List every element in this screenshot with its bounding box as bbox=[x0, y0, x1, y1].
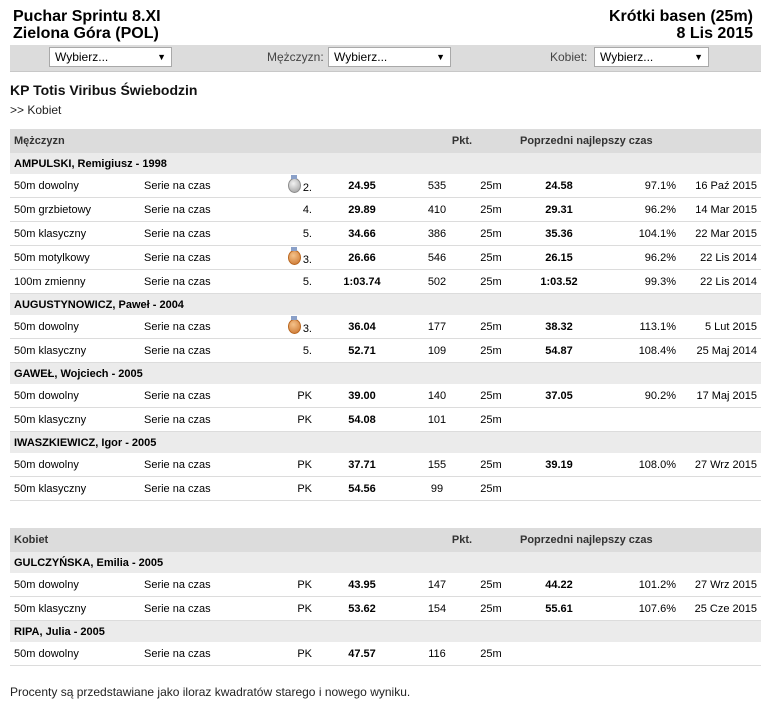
points: 155 bbox=[408, 453, 466, 477]
result-row bbox=[10, 477, 761, 501]
meet-name: Puchar Sprintu 8.XI bbox=[13, 8, 161, 25]
table-header-row bbox=[10, 129, 761, 153]
club-name: KP Totis Viribus Świebodzin bbox=[10, 82, 198, 98]
points: 177 bbox=[408, 315, 466, 339]
place: PK bbox=[297, 578, 312, 591]
round-name: Serie na czas bbox=[140, 573, 256, 597]
points: 109 bbox=[408, 339, 466, 363]
place-cell bbox=[256, 222, 316, 246]
round-name: Serie na czas bbox=[140, 453, 256, 477]
place: PK bbox=[297, 458, 312, 471]
pool-length: 25m bbox=[466, 477, 516, 501]
men-select[interactable] bbox=[328, 47, 451, 67]
previous-date: 27 Wrz 2015 bbox=[680, 573, 761, 597]
percentage: 113.1% bbox=[602, 315, 680, 339]
previous-date: 17 Maj 2015 bbox=[680, 384, 761, 408]
event-name: 50m dowolny bbox=[10, 315, 140, 339]
course-type: Krótki basen (25m) bbox=[608, 8, 753, 25]
bronze-medal-icon bbox=[288, 250, 301, 265]
event-name: 50m motylkowy bbox=[10, 246, 140, 270]
event-name: 50m dowolny bbox=[10, 384, 140, 408]
previous-time bbox=[516, 408, 602, 432]
swimmer-row[interactable] bbox=[10, 621, 761, 643]
footnote: Procenty są przedstawiane jako iloraz kwadratów starego i nowego wyniku. bbox=[10, 685, 411, 699]
swimmer-row[interactable] bbox=[10, 432, 761, 454]
percentage: 108.0% bbox=[602, 453, 680, 477]
points: 535 bbox=[408, 174, 466, 198]
result-row bbox=[10, 270, 761, 294]
result-row bbox=[10, 198, 761, 222]
column-header-points: Pkt. bbox=[408, 528, 516, 552]
place-cell bbox=[256, 573, 316, 597]
previous-time: 54.87 bbox=[516, 339, 602, 363]
percentage bbox=[602, 408, 680, 432]
men-results-table bbox=[10, 129, 761, 501]
points: 101 bbox=[408, 408, 466, 432]
previous-time: 44.22 bbox=[516, 573, 602, 597]
place: 3. bbox=[302, 253, 312, 266]
previous-time: 37.05 bbox=[516, 384, 602, 408]
pool-length: 25m bbox=[466, 198, 516, 222]
women-select-value: Wybierz... bbox=[600, 50, 654, 64]
swimmer-name: AUGUSTYNOWICZ, Paweł - 2004 bbox=[10, 294, 761, 316]
round-name: Serie na czas bbox=[140, 174, 256, 198]
round-name: Serie na czas bbox=[140, 315, 256, 339]
place-cell bbox=[256, 339, 316, 363]
event-name: 50m dowolny bbox=[10, 642, 140, 666]
result-time: 52.71 bbox=[316, 339, 408, 363]
men-select-value: Wybierz... bbox=[334, 50, 388, 64]
previous-date: 22 Lis 2014 bbox=[680, 270, 761, 294]
previous-date: 22 Lis 2014 bbox=[680, 246, 761, 270]
result-time: 29.89 bbox=[316, 198, 408, 222]
place-cell bbox=[256, 315, 316, 339]
swimmer-row[interactable] bbox=[10, 552, 761, 573]
meet-header bbox=[10, 8, 753, 42]
pool-length: 25m bbox=[466, 222, 516, 246]
percentage: 97.1% bbox=[602, 174, 680, 198]
pool-length: 25m bbox=[466, 573, 516, 597]
percentage bbox=[602, 642, 680, 666]
percentage: 96.2% bbox=[602, 246, 680, 270]
result-row bbox=[10, 384, 761, 408]
chevron-down-icon: ▼ bbox=[694, 52, 703, 62]
event-name: 50m dowolny bbox=[10, 453, 140, 477]
percentage: 99.3% bbox=[602, 270, 680, 294]
result-time: 24.95 bbox=[316, 174, 408, 198]
points: 410 bbox=[408, 198, 466, 222]
result-row bbox=[10, 246, 761, 270]
pool-length: 25m bbox=[466, 315, 516, 339]
meet-date: 8 Lis 2015 bbox=[676, 25, 753, 42]
swimmer-row[interactable] bbox=[10, 294, 761, 316]
pool-length: 25m bbox=[466, 408, 516, 432]
result-time: 26.66 bbox=[316, 246, 408, 270]
result-time: 36.04 bbox=[316, 315, 408, 339]
percentage: 90.2% bbox=[602, 384, 680, 408]
place-cell bbox=[256, 453, 316, 477]
result-row bbox=[10, 453, 761, 477]
swimmer-name: AMPULSKI, Remigiusz - 1998 bbox=[10, 153, 761, 174]
result-row bbox=[10, 339, 761, 363]
points: 502 bbox=[408, 270, 466, 294]
previous-date: 22 Mar 2015 bbox=[680, 222, 761, 246]
result-time: 47.57 bbox=[316, 642, 408, 666]
place: 4. bbox=[302, 203, 312, 216]
result-time: 53.62 bbox=[316, 597, 408, 621]
previous-date: 14 Mar 2015 bbox=[680, 198, 761, 222]
result-row bbox=[10, 174, 761, 198]
points: 99 bbox=[408, 477, 466, 501]
previous-time bbox=[516, 477, 602, 501]
previous-date: 25 Cze 2015 bbox=[680, 597, 761, 621]
swimmer-name: GAWEŁ, Wojciech - 2005 bbox=[10, 363, 761, 385]
women-results-table bbox=[10, 528, 761, 666]
result-time: 34.66 bbox=[316, 222, 408, 246]
previous-date: 27 Wrz 2015 bbox=[680, 453, 761, 477]
place-cell bbox=[256, 408, 316, 432]
bronze-medal-icon bbox=[288, 319, 301, 334]
pool-length: 25m bbox=[466, 453, 516, 477]
pool-length: 25m bbox=[466, 339, 516, 363]
place: 5. bbox=[302, 275, 312, 288]
pool-length: 25m bbox=[466, 270, 516, 294]
place: PK bbox=[297, 602, 312, 615]
previous-date bbox=[680, 477, 761, 501]
result-row bbox=[10, 222, 761, 246]
place: PK bbox=[297, 413, 312, 426]
place: 5. bbox=[302, 227, 312, 240]
previous-time: 35.36 bbox=[516, 222, 602, 246]
place-cell bbox=[256, 477, 316, 501]
event-name: 50m klasyczny bbox=[10, 222, 140, 246]
points: 386 bbox=[408, 222, 466, 246]
result-time: 54.56 bbox=[316, 477, 408, 501]
points: 147 bbox=[408, 573, 466, 597]
percentage bbox=[602, 477, 680, 501]
event-name: 50m grzbietowy bbox=[10, 198, 140, 222]
round-name: Serie na czas bbox=[140, 597, 256, 621]
column-header-previous-best: Poprzedni najlepszy czas bbox=[516, 129, 761, 153]
result-row bbox=[10, 642, 761, 666]
round-name: Serie na czas bbox=[140, 477, 256, 501]
place-cell bbox=[256, 384, 316, 408]
percentage: 101.2% bbox=[602, 573, 680, 597]
silver-medal-icon bbox=[288, 178, 301, 193]
previous-time: 38.32 bbox=[516, 315, 602, 339]
result-row bbox=[10, 408, 761, 432]
points: 140 bbox=[408, 384, 466, 408]
column-header-category: Mężczyzn bbox=[10, 129, 408, 153]
pool-length: 25m bbox=[466, 246, 516, 270]
event-name: 50m dowolny bbox=[10, 573, 140, 597]
chevron-down-icon: ▼ bbox=[157, 52, 166, 62]
previous-date: 5 Lut 2015 bbox=[680, 315, 761, 339]
women-filter-label: Kobiet: bbox=[550, 50, 588, 64]
percentage: 107.6% bbox=[602, 597, 680, 621]
round-name: Serie na czas bbox=[140, 642, 256, 666]
place-cell bbox=[256, 270, 316, 294]
previous-time: 55.61 bbox=[516, 597, 602, 621]
place: 2. bbox=[302, 181, 312, 194]
event-name: 50m klasyczny bbox=[10, 408, 140, 432]
place: PK bbox=[297, 647, 312, 660]
pool-length: 25m bbox=[466, 384, 516, 408]
round-name: Serie na czas bbox=[140, 270, 256, 294]
previous-time: 24.58 bbox=[516, 174, 602, 198]
previous-time: 1:03.52 bbox=[516, 270, 602, 294]
event-name: 100m zmienny bbox=[10, 270, 140, 294]
swimmer-name: GULCZYŃSKA, Emilia - 2005 bbox=[10, 552, 761, 573]
percentage: 96.2% bbox=[602, 198, 680, 222]
result-time: 37.71 bbox=[316, 453, 408, 477]
previous-time: 29.31 bbox=[516, 198, 602, 222]
swimmer-row[interactable] bbox=[10, 153, 761, 174]
women-select[interactable] bbox=[594, 47, 709, 67]
round-name: Serie na czas bbox=[140, 384, 256, 408]
filter-bar bbox=[10, 45, 761, 72]
event-name: 50m klasyczny bbox=[10, 597, 140, 621]
meet-title-block bbox=[13, 8, 161, 42]
previous-time: 39.19 bbox=[516, 453, 602, 477]
event-name: 50m klasyczny bbox=[10, 339, 140, 363]
result-row bbox=[10, 597, 761, 621]
table-header-row bbox=[10, 528, 761, 552]
event-name: 50m dowolny bbox=[10, 174, 140, 198]
chevron-down-icon: ▼ bbox=[436, 52, 445, 62]
column-header-points: Pkt. bbox=[408, 129, 516, 153]
meet-location: Zielona Góra (POL) bbox=[13, 25, 159, 42]
round-name: Serie na czas bbox=[140, 408, 256, 432]
round-name: Serie na czas bbox=[140, 339, 256, 363]
round-name: Serie na czas bbox=[140, 222, 256, 246]
meet-info-block bbox=[609, 8, 753, 42]
place-cell bbox=[256, 246, 316, 270]
club-select[interactable] bbox=[49, 47, 172, 67]
place-cell bbox=[256, 174, 316, 198]
result-time: 1:03.74 bbox=[316, 270, 408, 294]
place: PK bbox=[297, 389, 312, 402]
percentage: 108.4% bbox=[602, 339, 680, 363]
women-jump-link[interactable]: >> Kobiet bbox=[10, 103, 62, 117]
percentage: 104.1% bbox=[602, 222, 680, 246]
result-time: 54.08 bbox=[316, 408, 408, 432]
event-name: 50m klasyczny bbox=[10, 477, 140, 501]
place: PK bbox=[297, 482, 312, 495]
place: 3. bbox=[302, 322, 312, 335]
previous-date bbox=[680, 408, 761, 432]
result-row bbox=[10, 573, 761, 597]
swimmer-row[interactable] bbox=[10, 363, 761, 385]
swimmer-name: RIPA, Julia - 2005 bbox=[10, 621, 761, 643]
points: 154 bbox=[408, 597, 466, 621]
pool-length: 25m bbox=[466, 597, 516, 621]
men-filter-label: Mężczyzn: bbox=[267, 50, 324, 64]
previous-time bbox=[516, 642, 602, 666]
result-time: 43.95 bbox=[316, 573, 408, 597]
round-name: Serie na czas bbox=[140, 198, 256, 222]
column-header-category: Kobiet bbox=[10, 528, 408, 552]
points: 116 bbox=[408, 642, 466, 666]
result-row bbox=[10, 315, 761, 339]
round-name: Serie na czas bbox=[140, 246, 256, 270]
club-select-value: Wybierz... bbox=[55, 50, 109, 64]
place-cell bbox=[256, 597, 316, 621]
pool-length: 25m bbox=[466, 642, 516, 666]
swimmer-name: IWASZKIEWICZ, Igor - 2005 bbox=[10, 432, 761, 454]
previous-date bbox=[680, 642, 761, 666]
place: 5. bbox=[302, 344, 312, 357]
points: 546 bbox=[408, 246, 466, 270]
result-time: 39.00 bbox=[316, 384, 408, 408]
previous-date: 25 Maj 2014 bbox=[680, 339, 761, 363]
place-cell bbox=[256, 642, 316, 666]
pool-length: 25m bbox=[466, 174, 516, 198]
previous-date: 16 Paź 2015 bbox=[680, 174, 761, 198]
previous-time: 26.15 bbox=[516, 246, 602, 270]
place-cell bbox=[256, 198, 316, 222]
column-header-previous-best: Poprzedni najlepszy czas bbox=[516, 528, 761, 552]
